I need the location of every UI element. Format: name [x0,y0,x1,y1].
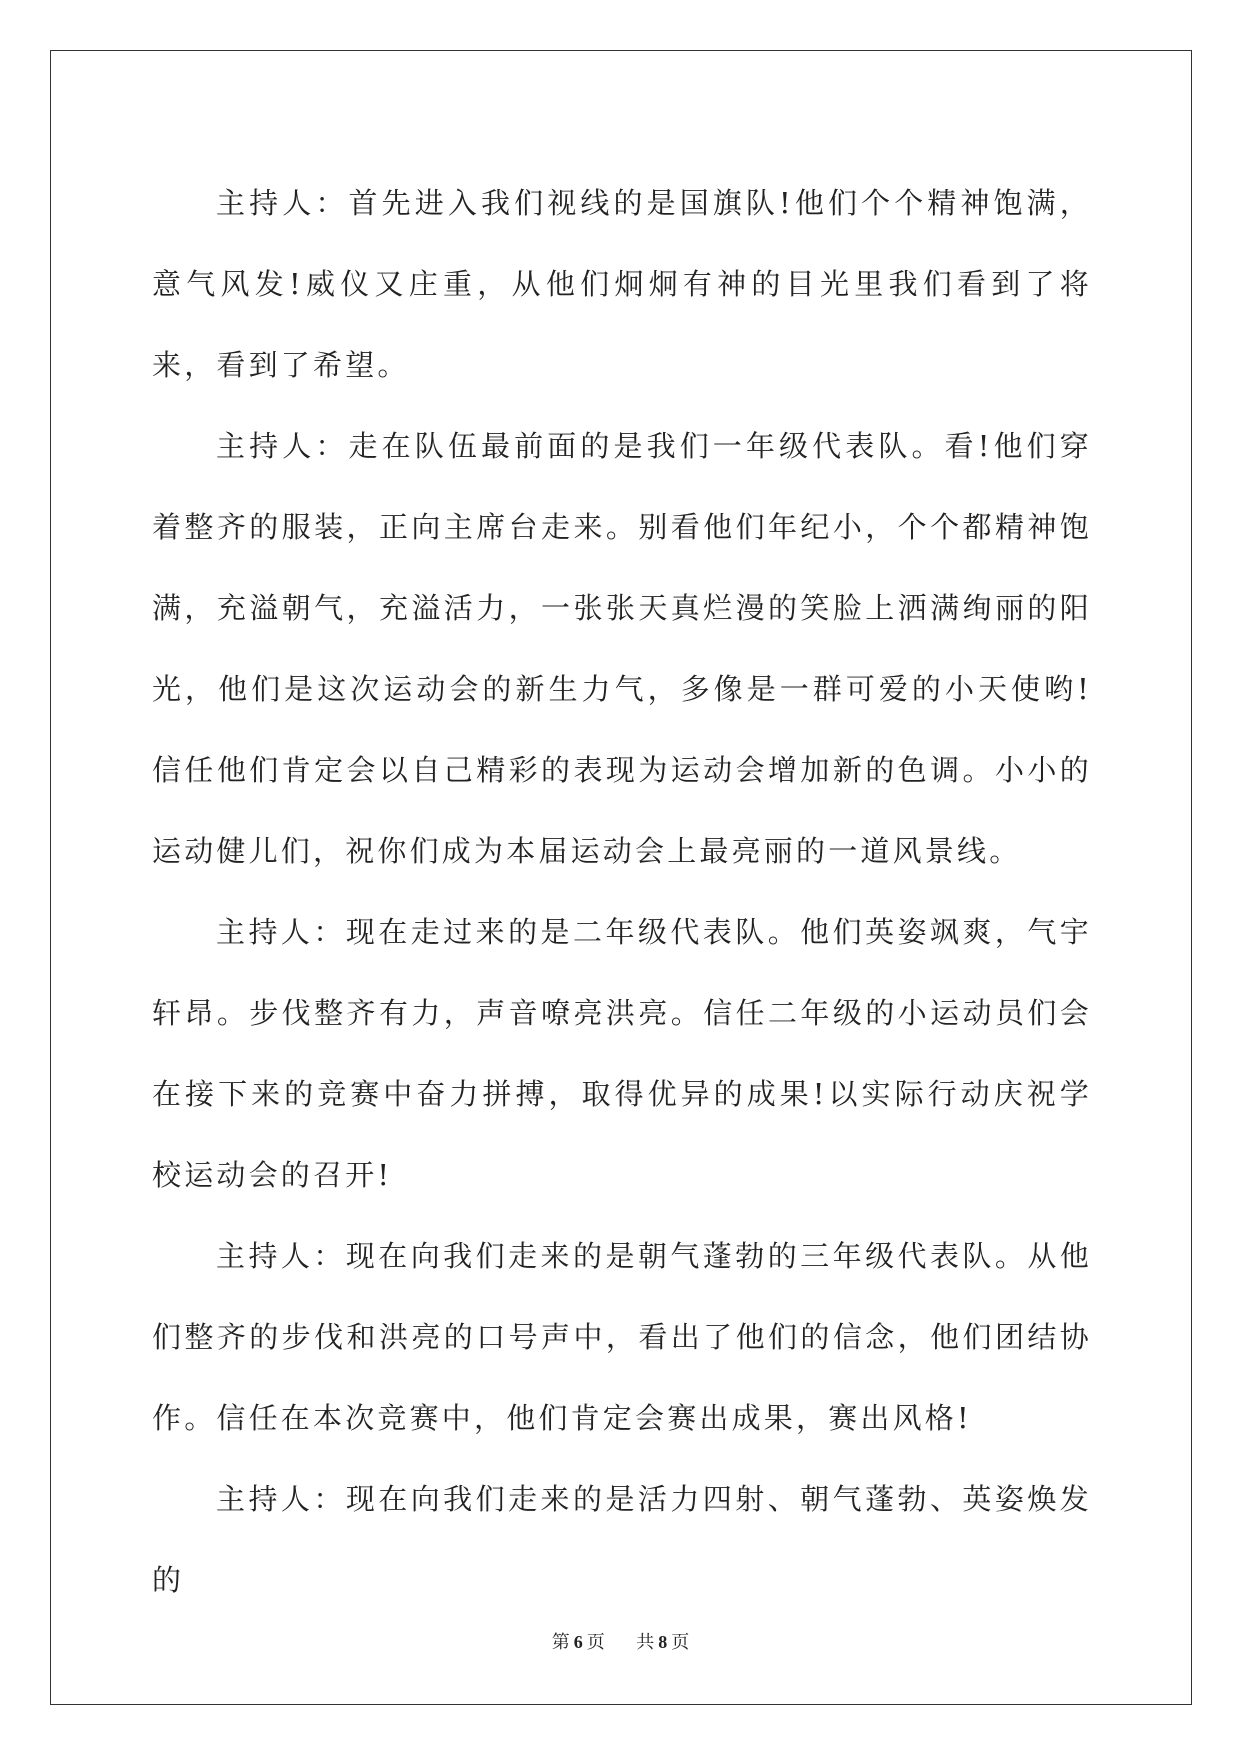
paragraph-grade-three: 主持人：现在向我们走来的是朝气蓬勃的三年级代表队。从他们整齐的步伐和洪亮的口号声中，看出了他们的信念，他们团结协作。信任在本次竞赛中，他们肯定会赛出成果，赛出风格! [152,1239,1092,1435]
footer-page-suffix: 页 [586,1632,605,1653]
footer-total-prefix: 共 [636,1632,655,1653]
page-footer [0,1630,1241,1655]
paragraph-flag-team: 主持人：首先进入我们视线的是国旗队!他们个个精神饱满，意气风发!威仪又庄重，从他们炯炯有神的目光里我们看到了将来，看到了希望。 [152,186,1092,382]
paragraph-grade-two: 主持人：现在走过来的是二年级代表队。他们英姿飒爽，气宇轩昂。步伐整齐有力，声音嘹亮洪亮。信任二年级的小运动员们会在接下来的竞赛中奋力拼搏，取得优异的成果!以实际行动庆祝学校运动会的召开! [152,915,1092,1192]
document-body [152,163,1092,1621]
footer-total-pages: 8 [658,1632,668,1652]
footer-page-number: 6 [573,1632,583,1652]
footer-page-prefix: 第 [551,1632,570,1653]
footer-total-suffix: 页 [671,1632,690,1653]
paragraph-grade-one: 主持人：走在队伍最前面的是我们一年级代表队。看!他们穿着整齐的服装，正向主席台走来。别看他们年纪小，个个都精神饱满，充溢朝气，充溢活力，一张张天真烂漫的笑脸上洒满绚丽的阳光，他们是这次运动会的新生力气，多像是一群可爱的小天使哟!信任他们肯定会以自己精彩的表现为运动会增加新的色调。小小的运动健儿们，祝你们成为本届运动会上最亮丽的一道风景线。 [152,429,1092,868]
paragraph-next-team: 主持人：现在向我们走来的是活力四射、朝气蓬勃、英姿焕发的 [152,1482,1092,1597]
